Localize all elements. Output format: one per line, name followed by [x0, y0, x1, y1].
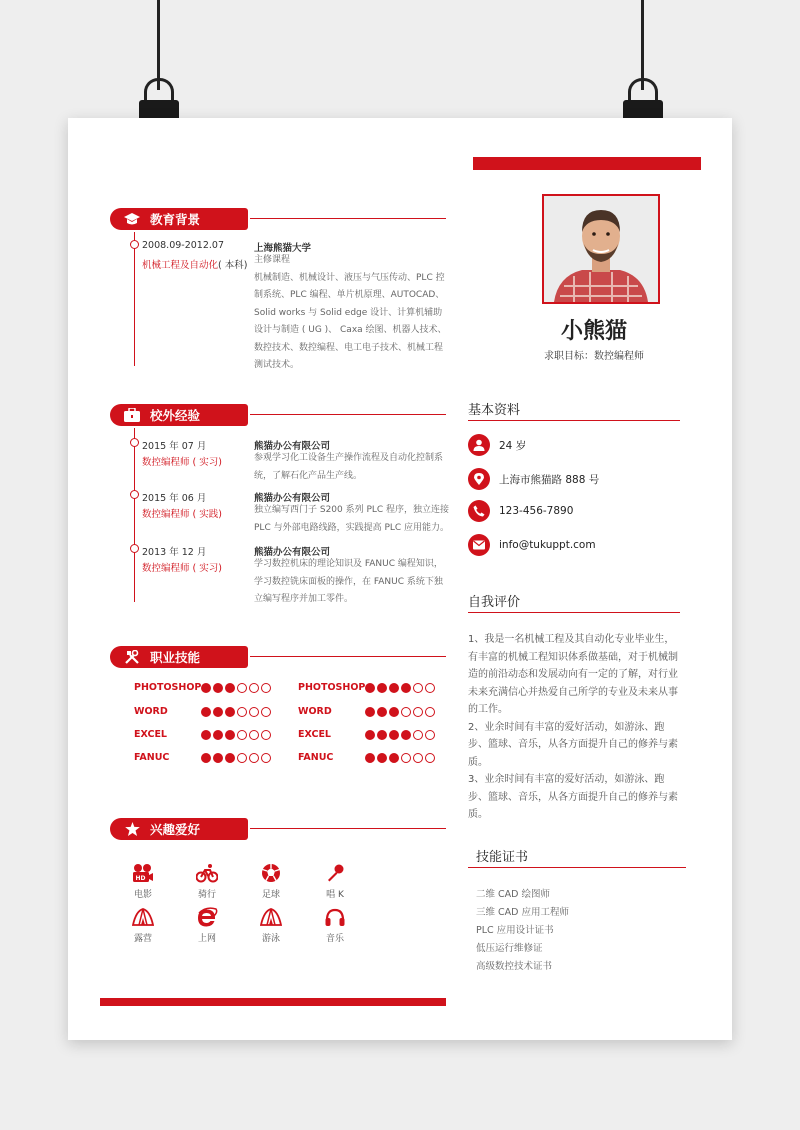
envelope-icon: [468, 534, 490, 556]
rating-dot-empty: [261, 683, 271, 693]
rating-dot-filled: [377, 753, 387, 763]
hobby-item: 游泳: [251, 906, 291, 944]
rating-dot-filled: [201, 683, 211, 693]
experience-org: 熊猫办公有限公司: [254, 441, 331, 452]
rating-dot-empty: [425, 707, 435, 717]
skill-name: PHOTOSHOP: [134, 682, 202, 693]
rating-dot-filled: [213, 683, 223, 693]
candidate-name: 小熊猫: [560, 319, 627, 344]
location-pin-icon: [468, 468, 490, 490]
rating-dot-empty: [237, 707, 247, 717]
rating-dot-empty: [261, 707, 271, 717]
rating-dot-empty: [401, 753, 411, 763]
rating-dot-filled: [225, 753, 235, 763]
experience-title: 校外经验: [150, 408, 201, 423]
rating-dot-empty: [425, 730, 435, 740]
graduation-cap-icon: [124, 212, 140, 226]
bottom-accent-bar: [100, 998, 446, 1006]
rating-dot-filled: [213, 707, 223, 717]
hobby-item: 唱 K: [315, 862, 355, 900]
rating-dot-filled: [365, 730, 375, 740]
skill-name: EXCEL: [298, 729, 331, 740]
football-icon: [259, 862, 283, 884]
skill-rating: [365, 753, 435, 763]
profile-photo: [542, 194, 660, 304]
job-goal: 求职目标：数控编程师: [544, 351, 644, 362]
tools-icon: [124, 650, 140, 664]
rating-dot-empty: [401, 707, 411, 717]
cert-item: 低压运行维修证: [476, 943, 543, 954]
info-email: info@tukuppt.com: [468, 534, 596, 556]
experience-desc: 学习数控机床的理论知识及 FANUC 编程知识，学习数控铣床面板的操作，在 FANUC 系统下独立编写程序并加工零件。: [254, 559, 443, 604]
skill-rating: [201, 730, 271, 740]
timeline-dot: [130, 240, 139, 249]
experience-date: 2015 年 06 月: [142, 493, 207, 504]
rating-dot-empty: [261, 753, 271, 763]
rating-dot-filled: [401, 683, 411, 693]
rating-dot-filled: [377, 707, 387, 717]
rating-dot-empty: [237, 683, 247, 693]
experience-org: 熊猫办公有限公司: [254, 547, 331, 558]
rating-dot-empty: [413, 730, 423, 740]
education-major: 机械工程及自动化( 本科): [142, 260, 248, 271]
hobbies-title: 兴趣爱好: [150, 822, 201, 837]
experience-date: 2015 年 07 月: [142, 441, 207, 452]
rating-dot-filled: [225, 707, 235, 717]
education-title: 教育背景: [150, 212, 201, 227]
rating-dot-filled: [201, 707, 211, 717]
education-school: 上海熊猫大学: [254, 243, 312, 254]
rating-dot-filled: [365, 707, 375, 717]
experience-role: 数控编程师 ( 实习): [142, 457, 222, 468]
education-date: 2008.09-2012.07: [142, 240, 224, 251]
rating-dot-empty: [425, 753, 435, 763]
rating-dot-empty: [249, 683, 259, 693]
hobby-item: 上网: [187, 906, 227, 944]
rating-dot-filled: [389, 683, 399, 693]
briefcase-icon: [124, 408, 140, 422]
skill-name: WORD: [298, 706, 332, 717]
headphones-icon: [323, 906, 347, 928]
skill-rating: [365, 707, 435, 717]
rating-dot-filled: [365, 753, 375, 763]
skills-tab: [110, 646, 248, 668]
tent-icon: [259, 906, 283, 928]
rating-dot-filled: [201, 753, 211, 763]
education-timeline: [134, 232, 135, 366]
self-eval-text: 1、我是一名机械工程及其自动化专业毕业生，有丰富的机械工程知识体系做基础，对于机械制造的前沿动态和发展动向有一定的了解，对行业未来充满信心并热爱自己所学的专业及未来从事的工作。 2、业余时间有丰富的爱好活动，如游泳、跑步、篮球、音乐，从各方面提升自己的修养与素质。 3、业余时间有丰富的爱好活动，如游泳、跑步、篮球、音乐，从各方面提升自己的修养与素质。: [468, 634, 678, 820]
resume-page: [68, 118, 732, 1040]
rating-dot-filled: [401, 730, 411, 740]
experience-role: 数控编程师 ( 实践): [142, 509, 222, 520]
rating-dot-filled: [225, 730, 235, 740]
svg-text:HD: HD: [135, 875, 146, 882]
rating-dot-empty: [249, 730, 259, 740]
skill-name: EXCEL: [134, 729, 167, 740]
rating-dot-filled: [377, 730, 387, 740]
skill-rating: [365, 683, 435, 693]
info-address: 上海市熊猫路 888 号: [468, 468, 599, 490]
rating-dot-filled: [389, 753, 399, 763]
experience-timeline: [134, 428, 135, 602]
hobby-item: 足球: [251, 862, 291, 900]
cert-item: 高级数控技术证书: [476, 961, 553, 972]
cert-item: PLC 应用设计证书: [476, 925, 554, 936]
experience-tab: [110, 404, 248, 426]
rating-dot-empty: [237, 730, 247, 740]
experience-desc: 独立编写西门子 S200 系列 PLC 程序，独立连接 PLC 与外部电路线路，实践提高 PLC 应用能力。: [254, 505, 450, 533]
hobby-item: 骑行: [187, 862, 227, 900]
basic-info-title: 基本资料: [468, 403, 521, 418]
rating-dot-empty: [249, 753, 259, 763]
skill-rating: [201, 707, 271, 717]
hobby-item: 露营: [123, 906, 163, 944]
experience-role: 数控编程师 ( 实习): [142, 563, 222, 574]
self-eval-title: 自我评价: [468, 595, 521, 610]
skill-name: PHOTOSHOP: [298, 682, 366, 693]
rating-dot-filled: [213, 753, 223, 763]
hobbies-tab: [110, 818, 248, 840]
microphone-icon: [323, 862, 347, 884]
experience-date: 2013 年 12 月: [142, 547, 207, 558]
experience-org: 熊猫办公有限公司: [254, 493, 331, 504]
rating-dot-filled: [201, 730, 211, 740]
certs-title: 技能证书: [476, 850, 529, 865]
skills-title: 职业技能: [150, 650, 201, 665]
skill-rating: [201, 753, 271, 763]
education-tab: [110, 208, 248, 230]
rating-dot-filled: [389, 730, 399, 740]
rating-dot-filled: [213, 730, 223, 740]
rating-dot-empty: [425, 683, 435, 693]
hobby-item: 音乐: [315, 906, 355, 944]
skill-name: FANUC: [134, 752, 170, 763]
cert-item: 二维 CAD 绘图师: [476, 889, 550, 900]
info-phone: 123-456-7890: [468, 500, 573, 522]
skill-rating: [365, 730, 435, 740]
experience-desc: 参观学习化工设备生产操作流程及自动化控制系统，了解石化产品生产线。: [254, 453, 444, 481]
person-icon: [468, 434, 490, 456]
tent-icon: [131, 906, 155, 928]
rating-dot-empty: [413, 753, 423, 763]
rating-dot-empty: [413, 683, 423, 693]
skill-rating: [201, 683, 271, 693]
education-courses: 主修课程 机械制造、机械设计、液压与气压传动、PLC 控制系统、PLC 编程、单片机原理、AUTOCAD、Solid works 与 Solid edge 设计、计算机辅助设计与制造 ( UG )、 Caxa 绘图、机器人技术、数控技术、数控编程、电工电子技术、机械工程测试技术。: [254, 255, 447, 370]
rating-dot-empty: [237, 753, 247, 763]
internet-explorer-icon: [195, 906, 219, 928]
top-accent-bar: [473, 157, 701, 170]
skill-name: WORD: [134, 706, 168, 717]
hobby-item: HD 电影: [123, 862, 163, 900]
bicycle-icon: [195, 862, 219, 884]
skill-name: FANUC: [298, 752, 334, 763]
rating-dot-filled: [225, 683, 235, 693]
rating-dot-filled: [389, 707, 399, 717]
cert-item: 三维 CAD 应用工程师: [476, 907, 569, 918]
rating-dot-empty: [413, 707, 423, 717]
rating-dot-empty: [261, 730, 271, 740]
info-age: 24 岁: [468, 434, 526, 456]
rating-dot-filled: [377, 683, 387, 693]
rating-dot-filled: [365, 683, 375, 693]
movie-camera-icon: [131, 862, 155, 884]
rating-dot-empty: [249, 707, 259, 717]
star-icon: [124, 822, 140, 836]
phone-icon: [468, 500, 490, 522]
